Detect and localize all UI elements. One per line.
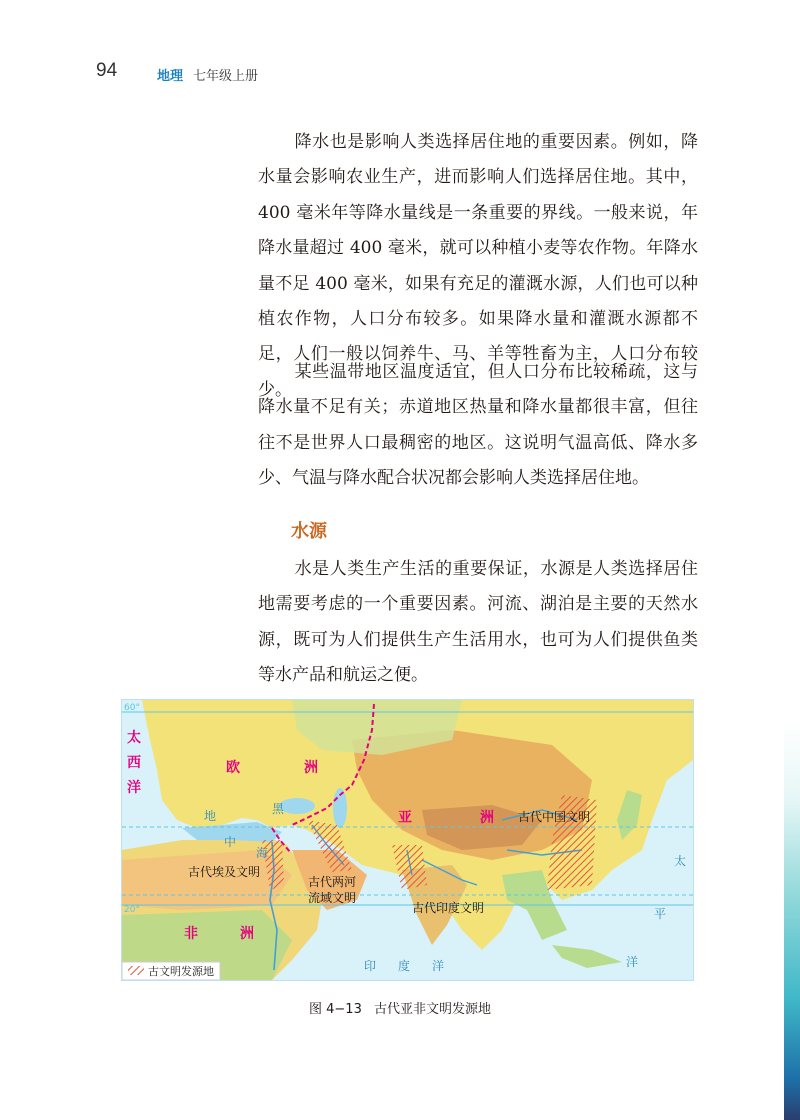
paragraph-text: 某些温带地区温度适宜，但人口分布比较稀疏，这与降水量不足有关；赤道地区热量和降水量都很丰富，但往往不是世界人口最稠密的地区。这说明气温高低、降水多少、气温与降水配合状况都会影响人类选择居住地。 bbox=[258, 362, 698, 489]
map-label-indian-2: 度 bbox=[398, 959, 411, 973]
paragraph-text: 降水也是影响人类选择居住地的重要因素。例如，降水量会影响农业生产，进而影响人们选择居住地。其中，400 毫米年等降水量线是一条重要的界线。一般来说，年降水量超过 400 毫米，就可以种植小麦等农作物。年降水量不足 400 毫米，如果有充足的灌溉水源，人们也可以种植农作物，人口分布较多。如果降水量和灌溉水源都不足，人们一般以饲养牛、马、羊等牲畜为主，人口分布较少。 bbox=[258, 132, 698, 400]
map-label-europe-1: 欧 bbox=[226, 760, 240, 776]
figure-caption bbox=[0, 998, 800, 1017]
map-label-africa-1: 非 bbox=[184, 926, 198, 942]
map-label-lat-60: 60° bbox=[124, 703, 140, 713]
civ-label-india: 古代印度文明 bbox=[412, 901, 485, 915]
map-label-med-3: 海 bbox=[256, 846, 269, 860]
map-label-asia-2: 洲 bbox=[480, 810, 494, 826]
book-label: 七年级上册 bbox=[193, 69, 259, 84]
edge-decoration bbox=[784, 720, 800, 1120]
figure-title: 古代亚非文明发源地 bbox=[373, 1002, 491, 1017]
map-label-med-2: 中 bbox=[224, 835, 237, 849]
civilization-map bbox=[121, 699, 694, 981]
map-label-atlantic-2: 西 bbox=[127, 755, 141, 771]
map-label-pacific-3: 洋 bbox=[626, 955, 639, 969]
civ-label-mesopotamia-2: 流域文明 bbox=[308, 891, 357, 905]
subject-label: 地理 bbox=[157, 69, 184, 84]
map-label-black-sea: 黑 bbox=[272, 802, 285, 816]
map-label-africa-2: 洲 bbox=[240, 926, 254, 942]
map-label-atlantic-3: 洋 bbox=[127, 780, 141, 796]
page-number: 94 bbox=[96, 60, 118, 81]
paragraph-water-source bbox=[258, 552, 698, 694]
civ-label-china: 古代中国文明 bbox=[518, 810, 591, 824]
paragraph-temperature bbox=[258, 355, 698, 497]
map-label-indian-1: 印 bbox=[364, 959, 377, 973]
map-label-indian-3: 洋 bbox=[432, 959, 445, 973]
figure-number: 图 4−13 bbox=[309, 1002, 362, 1017]
map-label-lat-20: 20° bbox=[124, 905, 140, 915]
map-label-europe-2: 洲 bbox=[304, 760, 318, 776]
civ-label-mesopotamia-1: 古代两河 bbox=[308, 875, 357, 889]
civ-label-egypt: 古代埃及文明 bbox=[188, 865, 261, 879]
black-sea bbox=[279, 798, 315, 814]
map-label-pacific-1: 太 bbox=[674, 854, 687, 868]
map-label-pacific-2: 平 bbox=[654, 907, 667, 921]
page-header bbox=[0, 58, 800, 88]
map-legend bbox=[122, 962, 220, 980]
paragraph-text: 水是人类生产生活的重要保证，水源是人类选择居住地需要考虑的一个重要因素。河流、湖泊是主要的天然水源，既可为人们提供生产生活用水，也可为人们提供鱼类等水产品和航运之便。 bbox=[258, 559, 698, 686]
map-label-asia-1: 亚 bbox=[398, 810, 412, 826]
map-label-med-1: 地 bbox=[204, 809, 217, 823]
legend-label: 古文明发源地 bbox=[148, 965, 214, 978]
map-label-atlantic-1: 太 bbox=[127, 730, 141, 746]
section-title-water-source: 水源 bbox=[291, 521, 327, 542]
